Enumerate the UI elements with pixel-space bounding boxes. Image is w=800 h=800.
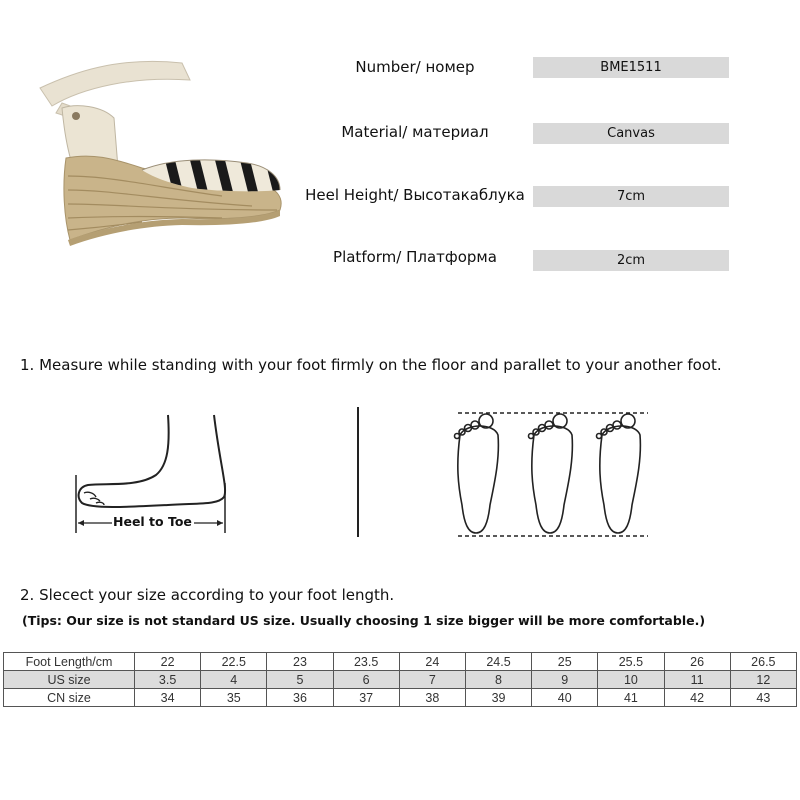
table-cell: 22 bbox=[135, 653, 201, 671]
table-cell: 40 bbox=[532, 689, 598, 707]
table-cell: 24 bbox=[399, 653, 465, 671]
table-cell: 25 bbox=[532, 653, 598, 671]
size-chart-table bbox=[3, 652, 797, 707]
espadrille-wedge-shoe-image bbox=[22, 58, 292, 258]
table-row-foot-length bbox=[4, 653, 797, 671]
table-cell: 11 bbox=[664, 671, 730, 689]
feet-top-view-diagram bbox=[440, 405, 660, 545]
row-header: US size bbox=[4, 671, 135, 689]
table-cell: 22.5 bbox=[201, 653, 267, 671]
foot-print bbox=[455, 414, 499, 533]
table-cell: 34 bbox=[135, 689, 201, 707]
diagram-divider bbox=[357, 407, 359, 537]
table-cell: 23.5 bbox=[333, 653, 399, 671]
table-cell: 41 bbox=[598, 689, 664, 707]
table-cell: 39 bbox=[465, 689, 531, 707]
eyelet bbox=[72, 112, 80, 120]
spec-value-platform: 2cm bbox=[533, 250, 729, 271]
spec-label-material: Material/ материал bbox=[341, 123, 489, 141]
table-cell: 10 bbox=[598, 671, 664, 689]
table-cell: 37 bbox=[333, 689, 399, 707]
heel-to-toe-label: Heel to Toe bbox=[113, 514, 192, 529]
table-cell: 3.5 bbox=[135, 671, 201, 689]
row-header: Foot Length/cm bbox=[4, 653, 135, 671]
spec-label-heel-height: Heel Height/ Высотакаблука bbox=[305, 186, 525, 204]
table-cell: 12 bbox=[730, 671, 796, 689]
foot-outline bbox=[79, 415, 225, 507]
table-cell: 9 bbox=[532, 671, 598, 689]
step-2-instruction: 2. Slecect your size according to your foot length. bbox=[20, 586, 395, 604]
table-cell: 36 bbox=[267, 689, 333, 707]
size-tip-note: (Tips: Our size is not standard US size. Usually choosing 1 size bigger will be more comfortable.) bbox=[22, 613, 706, 628]
table-cell: 8 bbox=[465, 671, 531, 689]
table-row-us-size bbox=[4, 671, 797, 689]
foot-print bbox=[597, 414, 641, 533]
table-cell: 4 bbox=[201, 671, 267, 689]
spec-label-platform: Platform/ Платформа bbox=[333, 248, 497, 266]
foot-print bbox=[529, 414, 573, 533]
table-cell: 26 bbox=[664, 653, 730, 671]
table-cell: 26.5 bbox=[730, 653, 796, 671]
step-1-instruction: 1. Measure while standing with your foot firmly on the floor and parallet to your another foot. bbox=[20, 356, 722, 374]
ankle-ribbon bbox=[40, 61, 190, 106]
row-header: CN size bbox=[4, 689, 135, 707]
table-cell: 42 bbox=[664, 689, 730, 707]
table-cell: 23 bbox=[267, 653, 333, 671]
table-cell: 5 bbox=[267, 671, 333, 689]
table-cell: 24.5 bbox=[465, 653, 531, 671]
table-cell: 6 bbox=[333, 671, 399, 689]
table-cell: 35 bbox=[201, 689, 267, 707]
table-cell: 43 bbox=[730, 689, 796, 707]
table-cell: 25.5 bbox=[598, 653, 664, 671]
spec-value-heel-height: 7cm bbox=[533, 186, 729, 207]
table-cell: 38 bbox=[399, 689, 465, 707]
spec-value-material: Canvas bbox=[533, 123, 729, 144]
spec-label-number: Number/ номер bbox=[355, 58, 475, 76]
table-row-cn-size bbox=[4, 689, 797, 707]
spec-value-number: BME1511 bbox=[533, 57, 729, 78]
table-cell: 7 bbox=[399, 671, 465, 689]
